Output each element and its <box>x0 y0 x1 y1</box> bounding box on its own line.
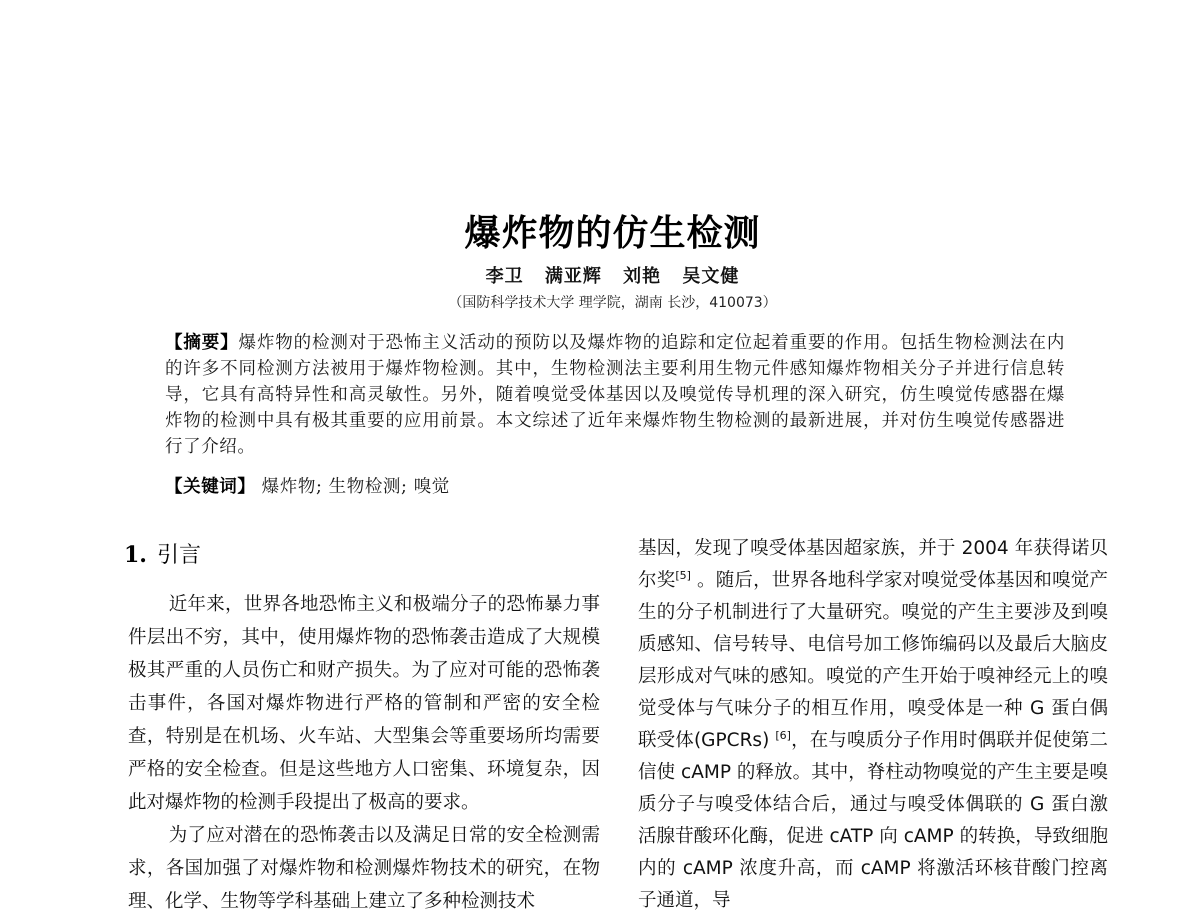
paper-title: 爆炸物的仿生检测 <box>464 213 761 254</box>
abstract-text: 爆炸物的检测对于恐怖主义活动的预防以及爆炸物的追踪和定位起着重要的作用。包括生物检测法在内的许多不同检测方法被用于爆炸物检测。其中，生物检测法主要利用生物元件感知爆炸物相关分子并进行信息转导，它具有高特异性和高灵敏性。另外，随着嗅觉受体基因以及嗅觉传导机理的深入研究，仿生嗅觉传感器在爆炸物的检测中具有极其重要的应用前景。本文综述了近年来爆炸物生物检测的最新进展，并对仿生嗅觉传感器进行了介绍。 <box>165 333 1065 457</box>
body-paragraph <box>128 819 600 918</box>
abstract-label: 【摘要】 <box>165 333 239 353</box>
section-title: 引言 <box>156 543 201 568</box>
keywords-text: 爆炸物; 生物检测; 嗅觉 <box>261 477 450 497</box>
left-column <box>128 588 600 920</box>
abstract <box>165 330 1065 460</box>
citation-ref: [5] <box>675 568 691 582</box>
body-paragraph-cut-text: 在物理、化学、生物等学科基础上建立了多种检测技术 <box>128 858 600 912</box>
affiliation: （国防科学技术大学 理学院，湖南 长沙，410073） <box>448 295 777 311</box>
body-paragraph-text: 为了应对潜在的恐怖袭击以及满足日常的安全检测需求，各国加强了对爆炸物和检测爆炸物技术的研究， <box>128 825 600 879</box>
body-text-c: ，在与嗅质分子作用时偶联并促使第二信使 cAMP 的释放。其中，脊柱动物嗅觉的产生主要是嗅质分子与嗅受体结合后，通过与嗅受体偶联的 G 蛋白激活腺苷酸环化酶，促进 cATP 向 cAMP 的转换，导致细胞内的 cAMP 浓度升高，而 cAMP 将激活环核苷酸门控离子通道，导 <box>638 730 1108 911</box>
author-list: 李卫 满亚辉 刘艳 吴文健 <box>485 266 740 287</box>
body-text-a: 基因，发现了嗅受体基因超家族，并于 2004 年获得诺贝尔奖 <box>638 538 1108 591</box>
body-text-b: 。随后，世界各地科学家对嗅觉受体基因和嗅觉产生的分子机制进行了大量研究。嗅觉的产生主要涉及到嗅质感知、信号转导、电信号加工修饰编码以及最后大脑皮层形成对气味的感知。嗅觉的产生开始于嗅神经元上的嗅觉受体与气味分子的相互作用，嗅受体是一种 G 蛋白偶联受体(GPCRs) <box>638 570 1108 751</box>
citation-ref: [6] <box>775 728 791 742</box>
keywords <box>165 474 1065 500</box>
section-heading <box>124 538 201 569</box>
right-column <box>638 533 1108 920</box>
keywords-label: 【关键词】 <box>165 477 256 497</box>
body-paragraph: 近年来，世界各地恐怖主义和极端分子的恐怖暴力事件层出不穷，其中，使用爆炸物的恐怖袭击造成了大规模极其严重的人员伤亡和财产损失。为了应对可能的恐怖袭击事件，各国对爆炸物进行严格的管制和严密的安全检查，特别是在机场、火车站、大型集会等重要场所均需要严格的安全检查。但是这些地方人口密集、环境复杂，因此对爆炸物的检测手段提出了极高的要求。 <box>128 594 600 813</box>
section-number: 1. <box>124 542 147 568</box>
body-paragraph <box>638 533 1108 917</box>
